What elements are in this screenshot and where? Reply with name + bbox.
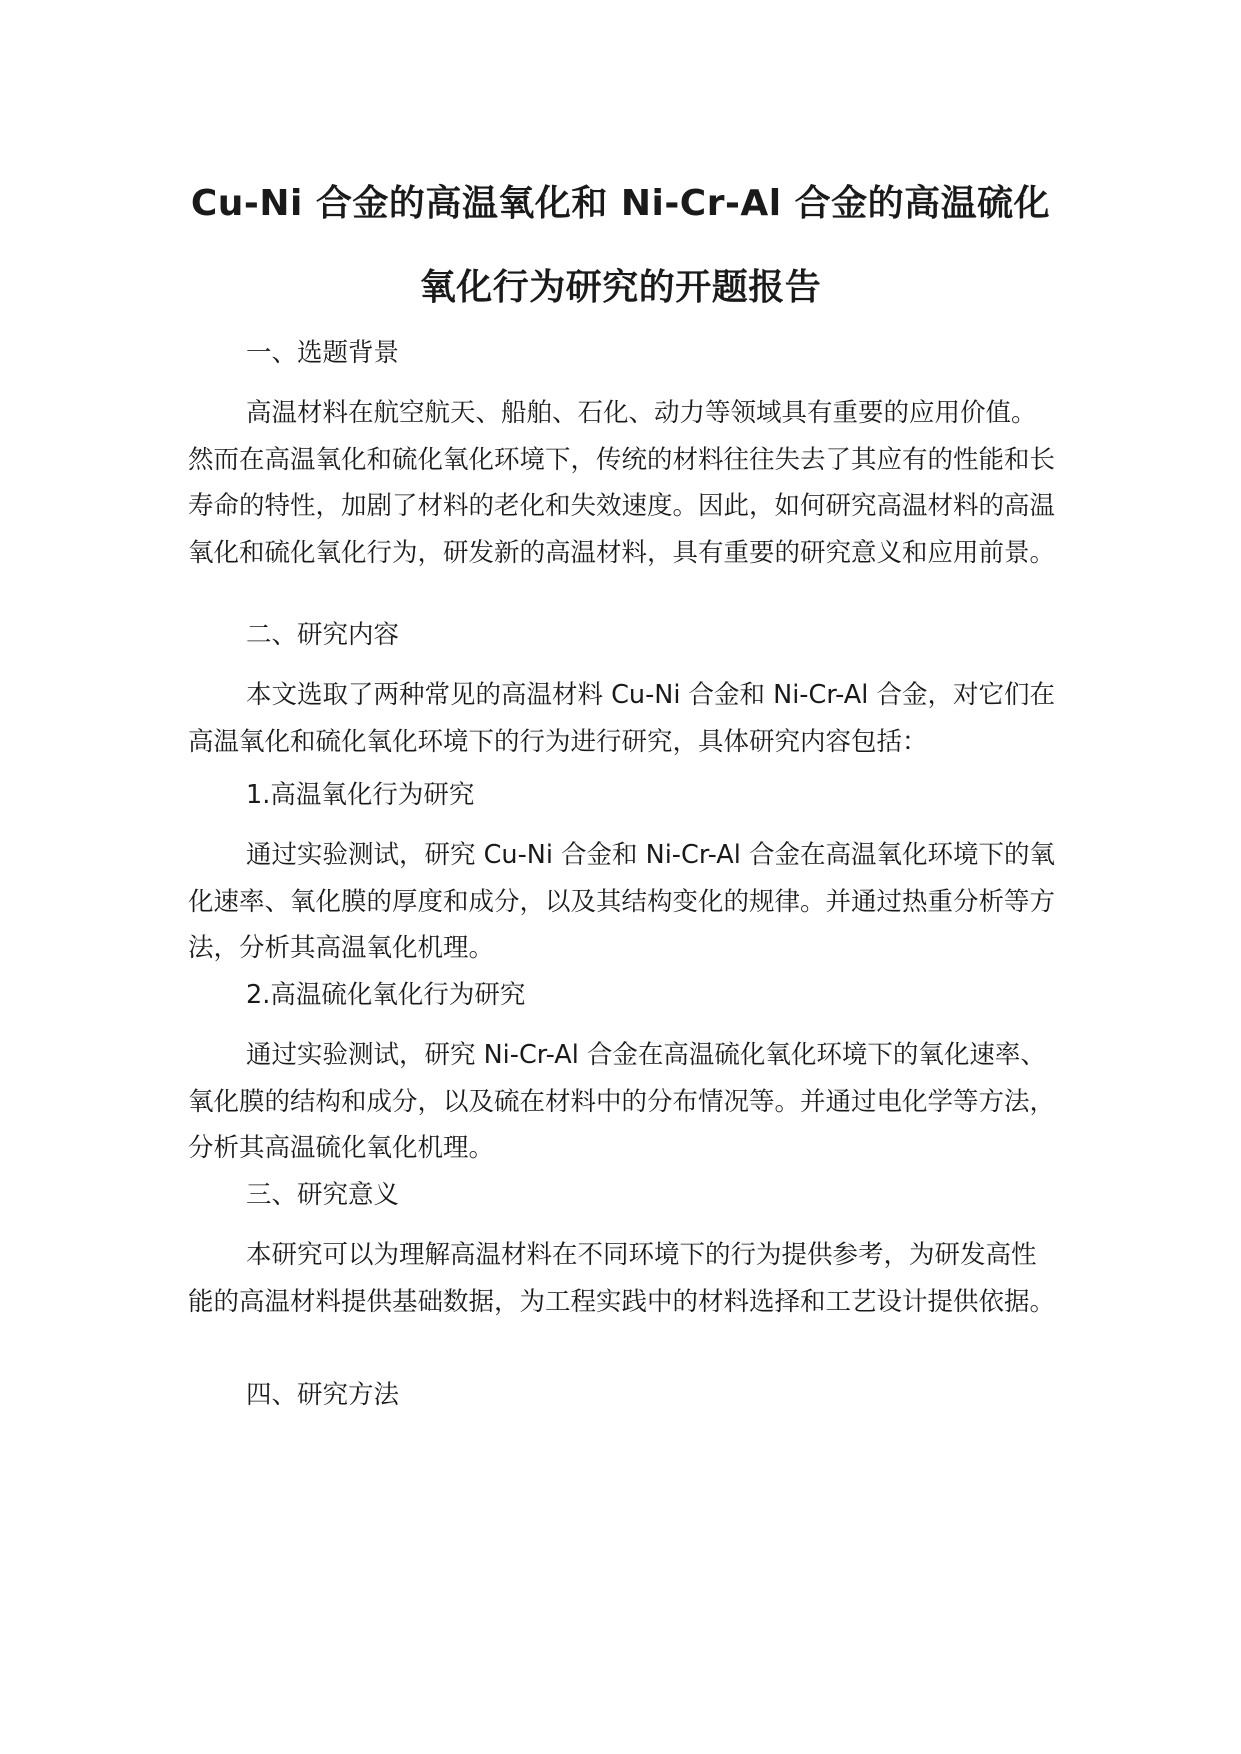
section-heading-methods: 四、研究方法 (246, 1380, 400, 1410)
section-heading-significance: 三、研究意义 (246, 1180, 400, 1210)
paragraph-sulfidation: 通过实验测试，研究 Ni-Cr-Al 合金在高温硫化氧化环境下的氧化速率、氧化膜的结构和成分，以及硫在材料中的分布情况等。并通过电化学等方法，分析其高温硫化氧化机理。 (188, 1040, 1056, 1163)
paragraph-background: 高温材料在航空航天、船舶、石化、动力等领域具有重要的应用价值。然而在高温氧化和硫化氧化环境下，传统的材料往往失去了其应有的性能和长寿命的特性，加剧了材料的老化和失效速度。因此，如何研究高温材料的高温氧化和硫化氧化行为，研发新的高温材料，具有重要的研究意义和应用前景。 (188, 398, 1056, 568)
subsection-heading-sulfidation: 2.高温硫化氧化行为研究 (246, 980, 526, 1010)
paragraph-content-intro: 本文选取了两种常见的高温材料 Cu-Ni 合金和 Ni-Cr-Al 合金，对它们在高温氧化和硫化氧化环境下的行为进行研究，具体研究内容包括： (188, 680, 1055, 757)
section-heading-content: 二、研究内容 (246, 620, 400, 650)
section-heading-background: 一、选题背景 (246, 338, 400, 368)
document-title-line1: Cu-Ni 合金的高温氧化和 Ni-Cr-Al 合金的高温硫化 (190, 183, 1051, 224)
paragraph-significance: 本研究可以为理解高温材料在不同环境下的行为提供参考，为研发高性能的高温材料提供基础数据，为工程实践中的材料选择和工艺设计提供依据。 (188, 1240, 1056, 1317)
paragraph-oxidation: 通过实验测试，研究 Cu-Ni 合金和 Ni-Cr-Al 合金在高温氧化环境下的氧化速率、氧化膜的厚度和成分，以及其结构变化的规律。并通过热重分析等方法，分析其高温氧化机理。 (188, 840, 1056, 963)
subsection-heading-oxidation: 1.高温氧化行为研究 (246, 780, 475, 810)
document-title-line2: 氧化行为研究的开题报告 (419, 267, 822, 308)
